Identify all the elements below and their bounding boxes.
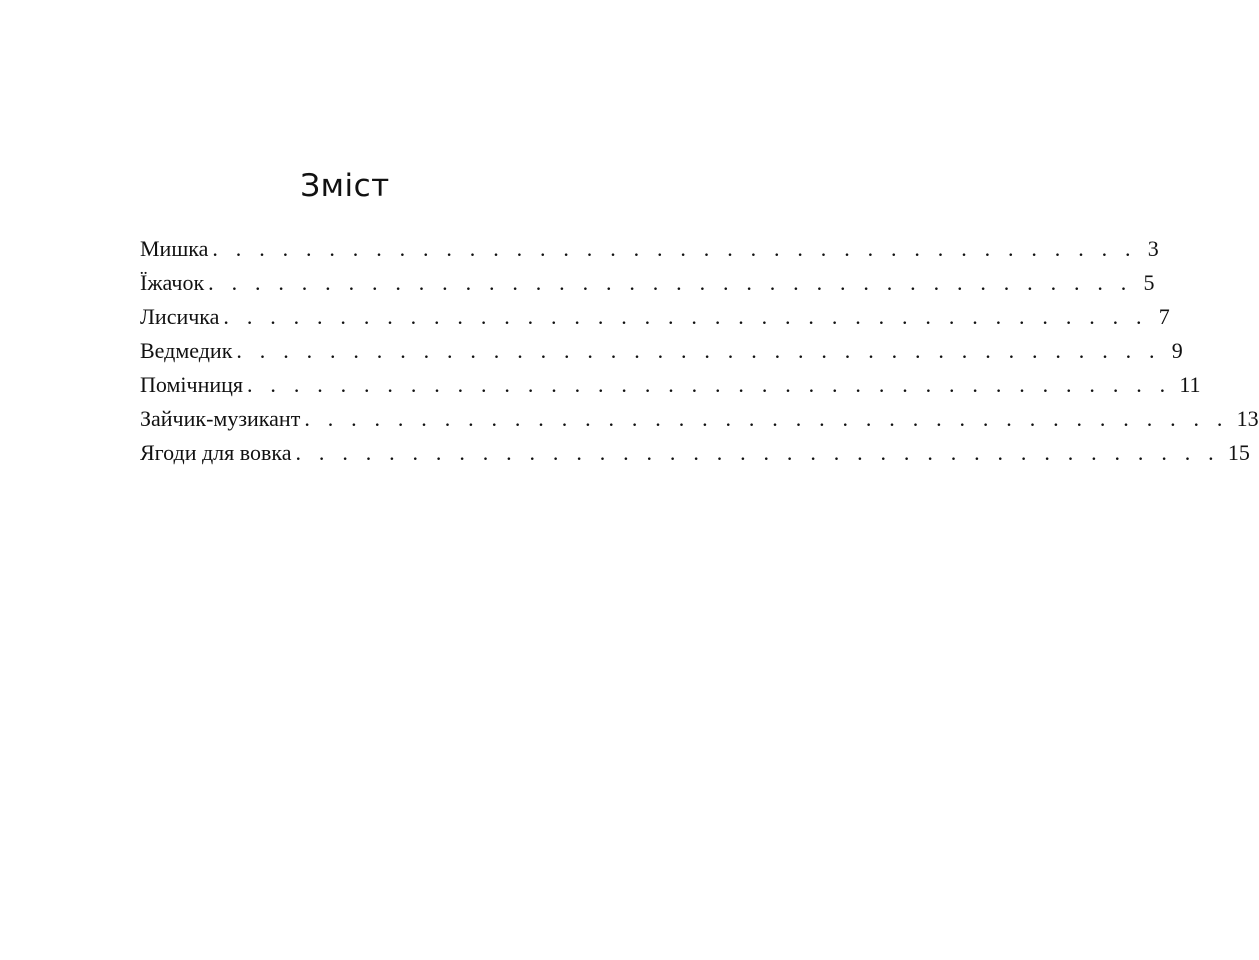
toc-entry xyxy=(140,372,1201,406)
page-title: Зміст xyxy=(300,168,390,204)
toc-leader-dots: . . . . . . . . . . . . . . . . . . . . . . . . . . . . . . . . . . . . . . . . xyxy=(223,304,1148,329)
toc-entry-page-number: 5 xyxy=(1143,270,1155,295)
toc-leader-dots: . . . . . . . . . . . . . . . . . . . . . . . . . . . . . . . . . . . . . . . . xyxy=(212,236,1137,261)
toc-leader-dots: . . . . . . . . . . . . . . . . . . . . . . . . . . . . . . . . . . . . . . . . xyxy=(236,338,1161,363)
toc-leader-dots: . . . . . . . . . . . . . . . . . . . . . . . . . . . . . . . . . . . . . . . . xyxy=(295,440,1220,465)
toc-entry-title: Мишка xyxy=(140,236,209,261)
toc-entry-title: Лисичка xyxy=(140,304,220,329)
toc-entry xyxy=(140,338,1183,372)
toc-entry xyxy=(140,270,1155,304)
toc-entry-page-number: 11 xyxy=(1179,372,1201,397)
toc-entry-page-number: 9 xyxy=(1171,338,1183,363)
toc-entry-title: Їжачок xyxy=(140,270,205,295)
toc-entry-title: Ведмедик xyxy=(140,338,233,363)
toc-entry xyxy=(140,440,1250,474)
toc-leader-dots: . . . . . . . . . . . . . . . . . . . . . . . . . . . . . . . . . . . . . . . . xyxy=(304,406,1229,431)
table-of-contents xyxy=(140,236,1259,474)
toc-leader-dots: . . . . . . . . . . . . . . . . . . . . . . . . . . . . . . . . . . . . . . . . xyxy=(247,372,1172,397)
toc-leader-dots: . . . . . . . . . . . . . . . . . . . . . . . . . . . . . . . . . . . . . . . . xyxy=(208,270,1133,295)
toc-entry xyxy=(140,236,1159,270)
toc-entry-title: Зайчик-музикант xyxy=(140,406,301,431)
toc-entry-title: Ягоди для вовка xyxy=(140,440,292,465)
toc-entry-page-number: 13 xyxy=(1236,406,1259,431)
toc-entry xyxy=(140,406,1259,440)
toc-entry-title: Помічниця xyxy=(140,372,244,397)
toc-entry xyxy=(140,304,1170,338)
toc-entry-page-number: 15 xyxy=(1227,440,1250,465)
toc-entry-page-number: 3 xyxy=(1147,236,1159,261)
toc-entry-page-number: 7 xyxy=(1158,304,1170,329)
